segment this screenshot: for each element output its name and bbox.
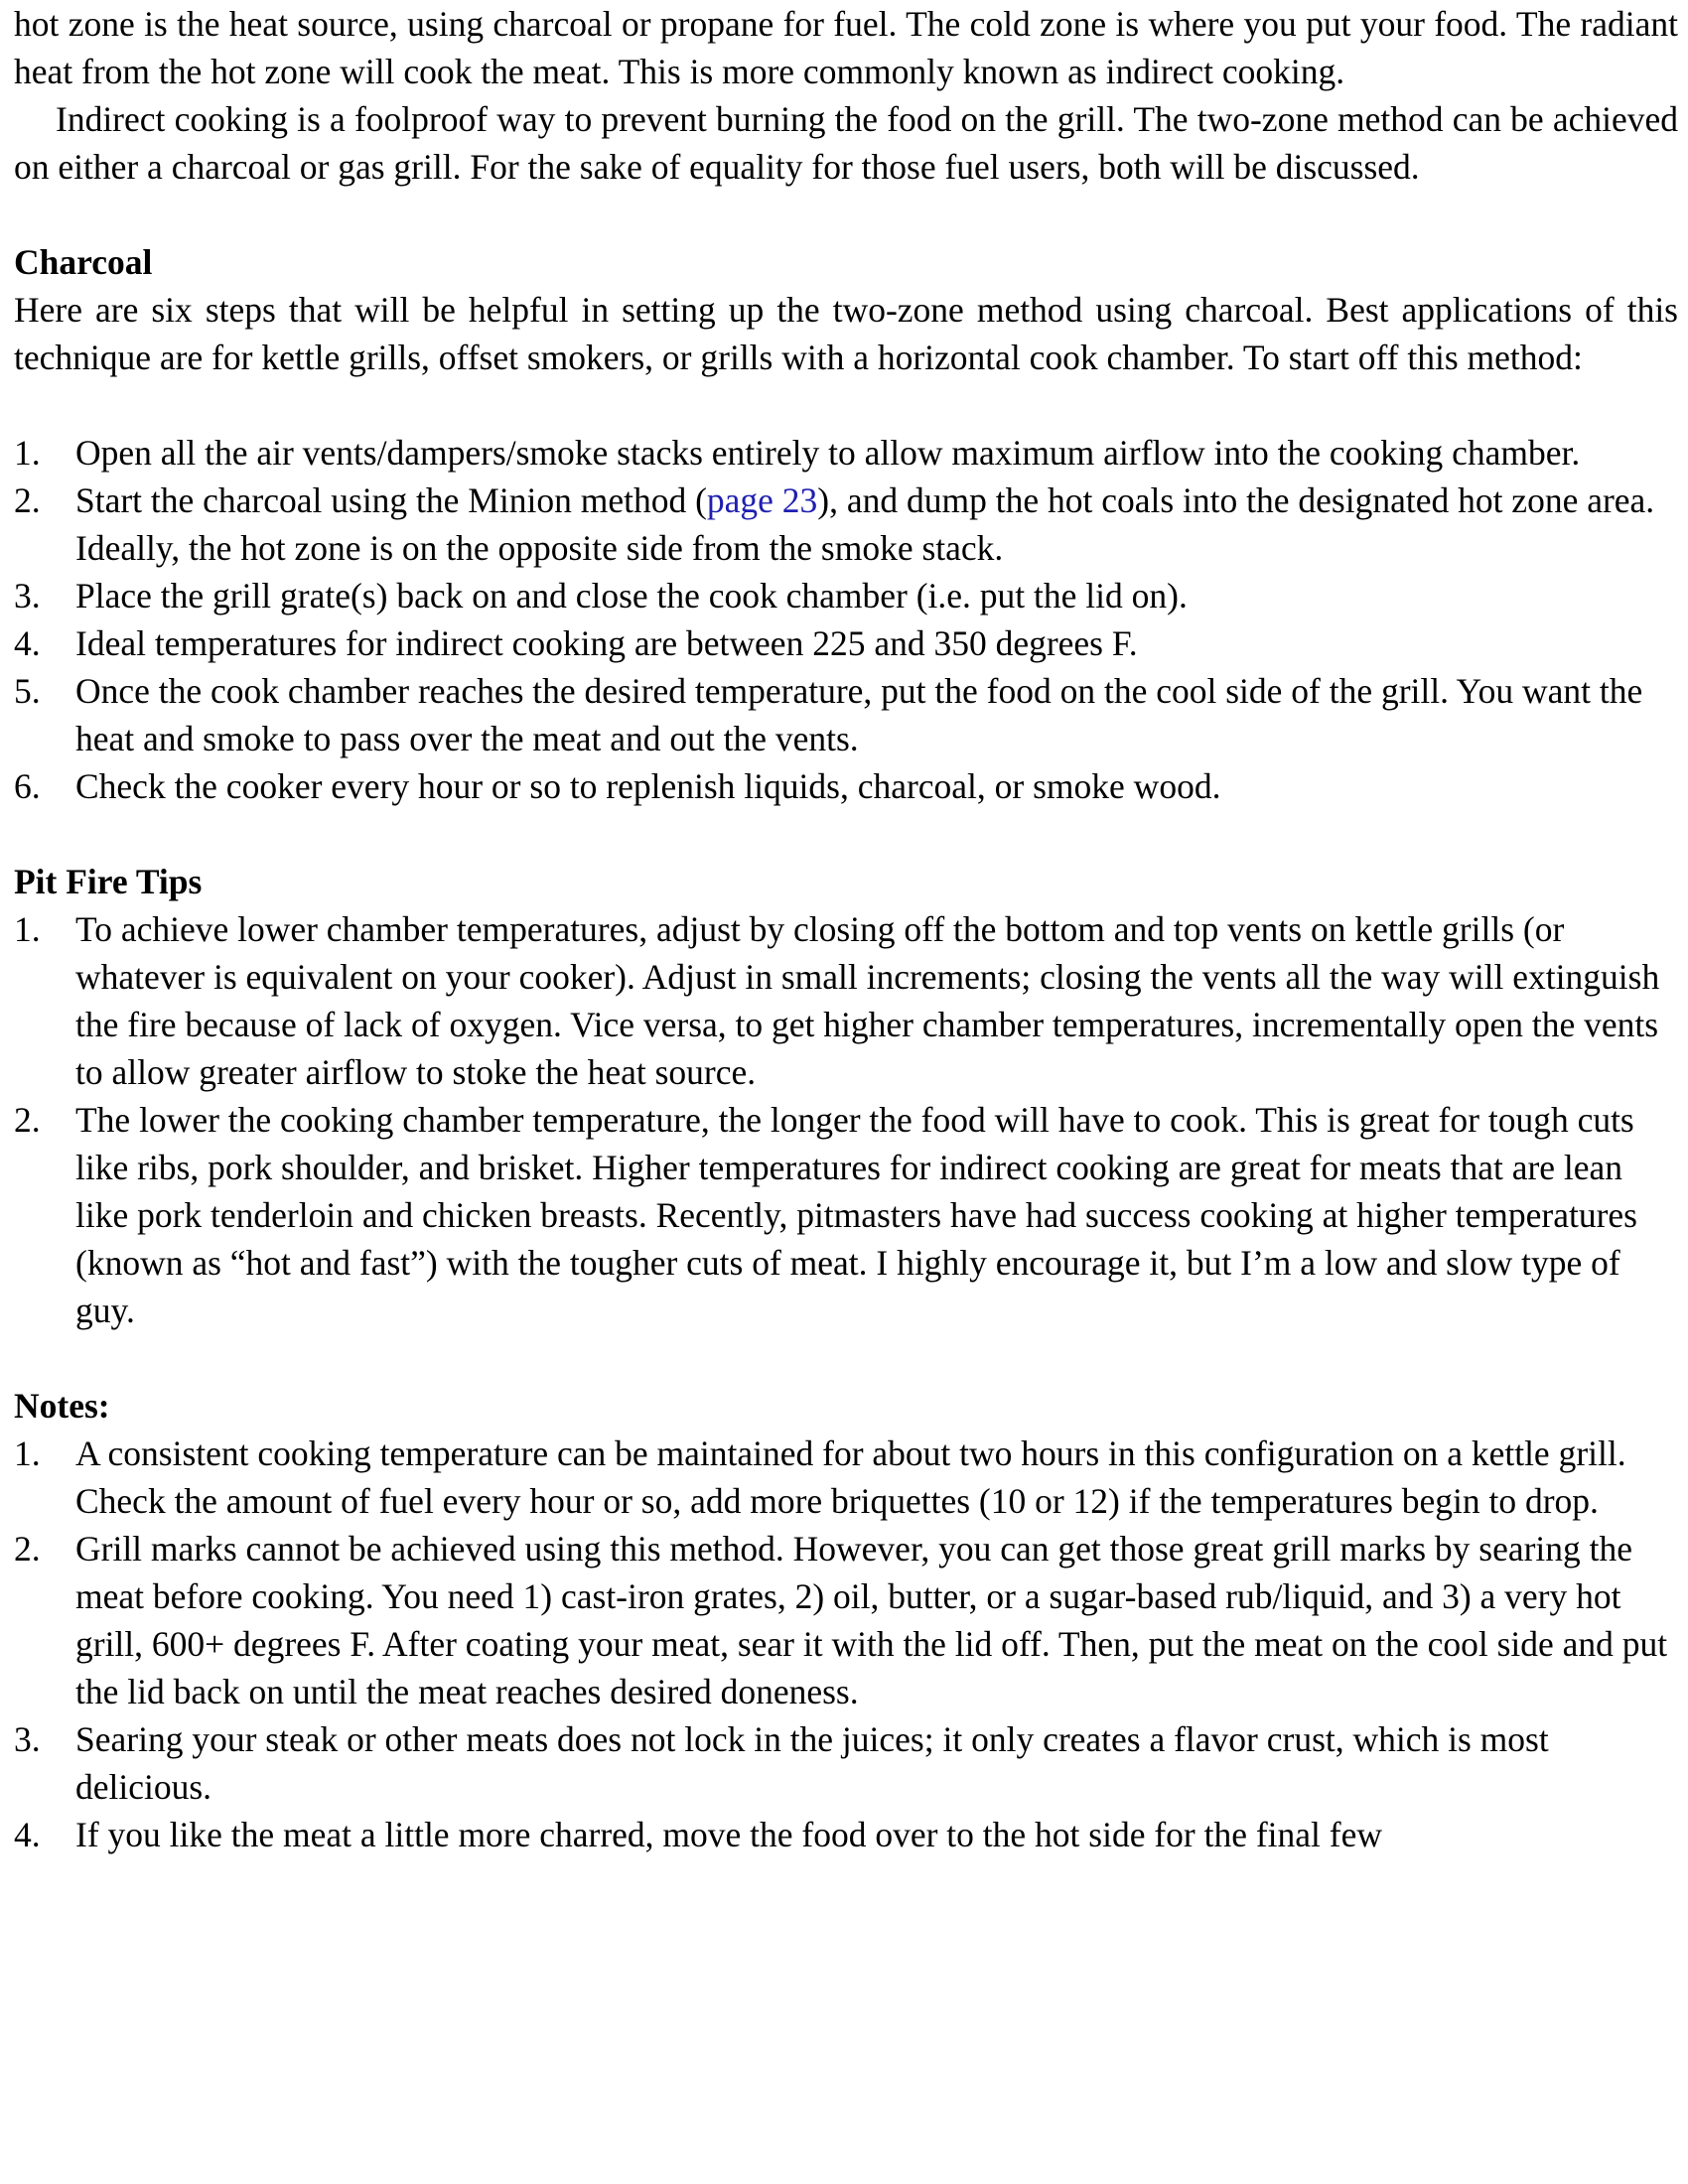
section-gap — [14, 381, 1678, 429]
list-item-text: To achieve lower chamber temperatures, adjust by closing off the bottom and top vents on kettle grills (or whatever is equivalent on your cooker). Adjust in small increments; closing the vents all the way will extinguish the fire because of lack of oxygen. Vice versa, to get higher chamber temperatures, incrementally open the vents to allow greater airflow to stoke the heat source. — [75, 909, 1660, 1092]
intro-paragraph-1: hot zone is the heat source, using charcoal or propane for fuel. The cold zone is where you put your food. The radiant heat from the hot zone will cook the meat. This is more commonly known as indirect cooking. — [14, 4, 1678, 91]
list-item-number: 3. — [14, 576, 41, 615]
list-item — [14, 762, 1678, 810]
list-item-text: The lower the cooking chamber temperature, the longer the food will have to cook. This is great for tough cuts like ribs, pork shoulder, and brisket. Higher temperatures for indirect cooking are great for meats that are lean like pork tenderloin and chicken breasts. Recently, pitmasters have had success cooking at higher temperatures (known as “hot and fast”) with the tougher cuts of meat. I highly encourage it, but I’m a low and slow type of guy. — [75, 1100, 1637, 1330]
list-item — [14, 1811, 1678, 1858]
notes-heading: Notes: — [14, 1386, 110, 1426]
list-item-number: 1. — [14, 909, 41, 949]
list-item — [14, 619, 1678, 667]
list-item-text: Once the cook chamber reaches the desired temperature, put the food on the cool side of the grill. You want the heat and smoke to pass over the meat and out the vents. — [75, 671, 1643, 758]
list-item-text-after: ), and dump the hot coals into the designated hot zone area. Ideally, the hot zone is on the opposite side from the smoke stack. — [75, 480, 1655, 568]
pit-fire-tips-list — [14, 905, 1678, 1334]
section-gap — [14, 810, 1678, 858]
notes-list — [14, 1430, 1678, 1858]
list-item-text: Place the grill grate(s) back on and close the cook chamber (i.e. put the lid on). — [75, 576, 1188, 615]
list-item-text: Grill marks cannot be achieved using this method. However, you can get those great grill marks by searing the meat before cooking. You need 1) cast-iron grates, 2) oil, butter, or a sugar-based rub/liquid, and 3) a very hot grill, 600+ degrees F. After coating your meat, sear it with the lid off. Then, put the meat on the cool side and put the lid back on until the meat reaches desired doneness. — [75, 1529, 1668, 1711]
list-item — [14, 1096, 1678, 1334]
list-item — [14, 667, 1678, 762]
list-item-text: If you like the meat a little more charred, move the food over to the hot side for the final few — [75, 1815, 1382, 1854]
list-item — [14, 477, 1678, 572]
charcoal-intro: Here are six steps that will be helpful in setting up the two-zone method using charcoal. Best applications of this technique are for kettle grills, offset smokers, or grills with a horizontal cook chamber. To start off this method: — [14, 290, 1678, 377]
list-item-text: Searing your steak or other meats does not lock in the juices; it only creates a flavor crust, which is most delicious. — [75, 1719, 1549, 1807]
list-item-text-before: Start the charcoal using the Minion method ( — [75, 480, 707, 520]
list-item-text — [75, 480, 1654, 568]
list-item — [14, 1525, 1678, 1715]
list-item-number: 5. — [14, 671, 41, 711]
list-item — [14, 572, 1678, 619]
intro-paragraph-2: Indirect cooking is a foolproof way to prevent burning the food on the grill. The two-zone method can be achieved on either a charcoal or gas grill. For the sake of equality for those fuel users, both will be discussed. — [14, 99, 1678, 187]
list-item-number: 2. — [14, 1100, 41, 1140]
list-item-number: 1. — [14, 433, 41, 473]
list-item-number: 4. — [14, 623, 41, 663]
charcoal-steps-list — [14, 429, 1678, 810]
list-item — [14, 429, 1678, 477]
list-item-text: Check the cooker every hour or so to replenish liquids, charcoal, or smoke wood. — [75, 766, 1221, 806]
section-gap — [14, 191, 1678, 238]
list-item-number: 2. — [14, 480, 41, 520]
list-item-number: 4. — [14, 1815, 41, 1854]
list-item-number: 2. — [14, 1529, 41, 1569]
list-item-number: 1. — [14, 1433, 41, 1473]
list-item — [14, 1715, 1678, 1811]
list-item-text: Ideal temperatures for indirect cooking are between 225 and 350 degrees F. — [75, 623, 1138, 663]
list-item — [14, 905, 1678, 1096]
list-item-number: 3. — [14, 1719, 41, 1759]
pit-fire-tips-heading: Pit Fire Tips — [14, 862, 203, 901]
list-item-text: A consistent cooking temperature can be maintained for about two hours in this configuration on a kettle grill. Check the amount of fuel every hour or so, add more briquettes (10 or 12) if the temperatures begin to drop. — [75, 1433, 1626, 1521]
section-gap — [14, 1334, 1678, 1382]
page-23-link[interactable]: page 23 — [706, 480, 818, 520]
charcoal-heading: Charcoal — [14, 242, 153, 282]
list-item-number: 6. — [14, 766, 41, 806]
list-item-text: Open all the air vents/dampers/smoke stacks entirely to allow maximum airflow into the cooking chamber. — [75, 433, 1581, 473]
document-page — [14, 0, 1678, 1858]
list-item — [14, 1430, 1678, 1525]
